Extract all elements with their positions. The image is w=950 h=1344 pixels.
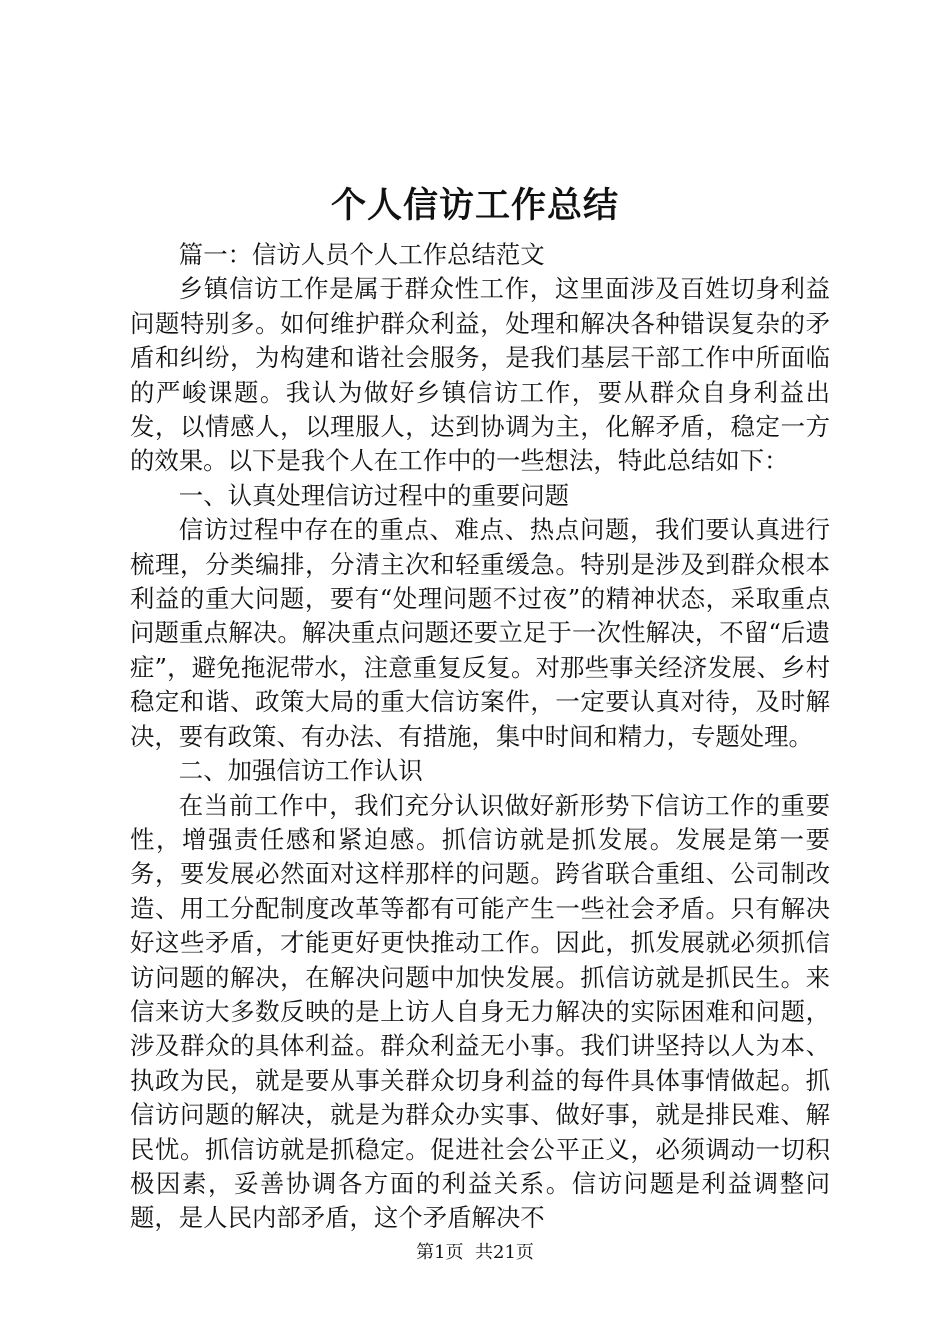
document-title: 个人信访工作总结 (330, 185, 619, 226)
section-heading-1: 一、认真处理信访过程中的重要问题 (178, 480, 570, 510)
subtitle: 篇一：信访人员个人工作总结范文 (178, 240, 545, 269)
section-heading-2: 二、加强信访工作认识 (178, 756, 423, 786)
page-number-total: 共21页 (475, 1242, 534, 1263)
document-body (130, 238, 830, 1236)
paragraph-section-1: 信访过程中存在的重点、难点、热点问题，我们要认真进行梳理，分类编排，分清主次和轻重缓急。特别是涉及到群众根本利益的重大问题，要有“处理问题不过夜”的精神状态，采取重点问题重点解决。解决重点问题还要立足于一次性解决，不留“后遗症”，避免拖泥带水，注意重复反复。对那些事关经济发展、乡村稳定和谐、政策大局的重大信访案件，一定要认真对待，及时解决，要有政策、有办法、有措施，集中时间和精力，专题处理。 (130, 515, 830, 751)
paragraph-intro: 乡镇信访工作是属于群众性工作，这里面涉及百姓切身利益问题特别多。如何维护群众利益，处理和解决各种错误复杂的矛盾和纠纷，为构建和谐社会服务，是我们基层干部工作中所面临的严峻课题。我认为做好乡镇信访工作，要从群众自身利益出发，以情感人，以理服人，达到协调为主，化解矛盾，稳定一方的效果。以下是我个人在工作中的一些想法，特此总结如下： (130, 274, 830, 476)
paragraph-section-2: 在当前工作中，我们充分认识做好新形势下信访工作的重要性，增强责任感和紧迫感。抓信访就是抓发展。发展是第一要务，要发展必然面对这样那样的问题。跨省联合重组、公司制改造、用工分配制度改革等都有可能产生一些社会矛盾。只有解决好这些矛盾，才能更好更快推动工作。因此，抓发展就必须抓信访问题的解决，在解决问题中加快发展。抓信访就是抓民生。来信来访大多数反映的是上访人自身无力解决的实际困难和问题，涉及群众的具体利益。群众利益无小事。我们讲坚持以人为本、执政为民，就是要从事关群众切身利益的每件具体事情做起。抓信访问题的解决，就是为群众办实事、做好事，就是排民难、解民忧。抓信访就是抓稳定。促进社会公平正义，必须调动一切积极因素，妥善协调各方面的利益关系。信访问题是利益调整问题，是人民内部矛盾，这个矛盾解决不 (130, 790, 830, 1233)
page-number-current: 第1页 (416, 1242, 464, 1263)
page-footer (0, 1240, 950, 1266)
